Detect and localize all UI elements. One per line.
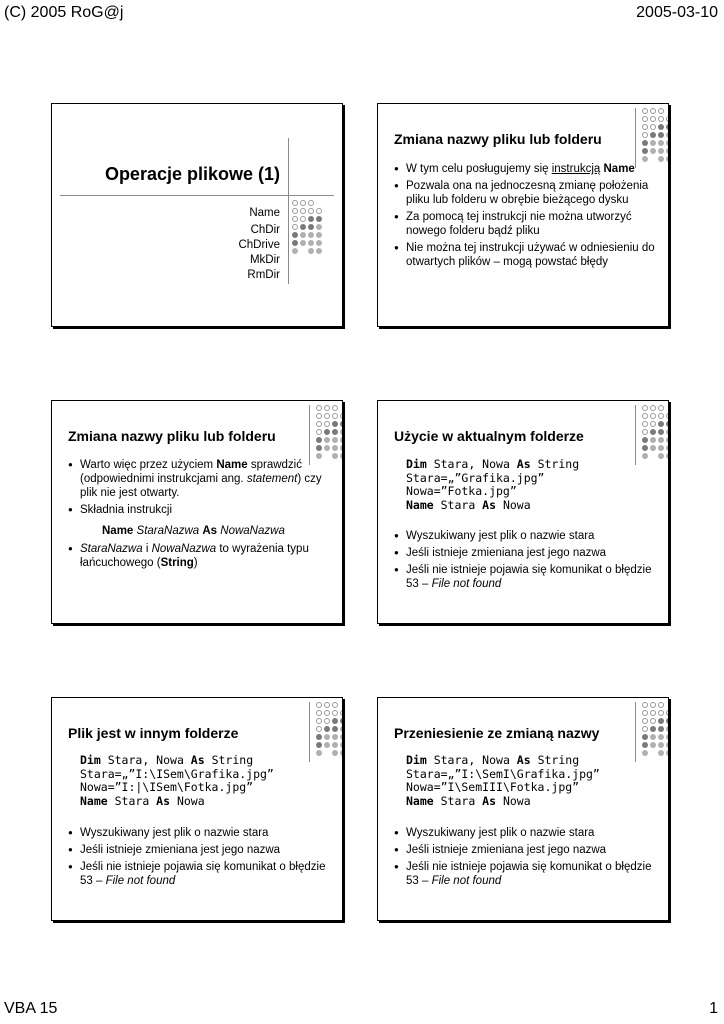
bullet-item bbox=[394, 860, 662, 888]
decor-dot bbox=[650, 734, 656, 740]
slide-accent-vline bbox=[635, 702, 636, 762]
decor-dot bbox=[650, 718, 656, 724]
code-text: Stara=„”I:\ISem\Grafika.jpg” bbox=[80, 766, 274, 781]
decor-dot bbox=[316, 405, 322, 411]
decor-dot bbox=[308, 224, 314, 230]
decor-dot bbox=[642, 750, 648, 756]
code-keyword: Name bbox=[80, 793, 108, 808]
decor-dot bbox=[332, 742, 338, 748]
command-name: Name bbox=[249, 207, 280, 219]
decor-dot bbox=[658, 453, 664, 459]
decor-dot bbox=[642, 710, 648, 716]
decor-dot bbox=[300, 240, 306, 246]
decor-dot bbox=[650, 132, 656, 138]
term-statement: statement bbox=[246, 473, 298, 485]
decor-dot bbox=[642, 108, 648, 114]
bullet-list bbox=[68, 542, 336, 573]
decor-dot bbox=[658, 405, 664, 411]
syntax-param: NowaNazwa bbox=[220, 525, 285, 537]
command-chdrive: ChDrive bbox=[238, 239, 280, 251]
decor-dot bbox=[642, 405, 648, 411]
decor-dot bbox=[324, 445, 330, 451]
decor-dot bbox=[308, 248, 314, 254]
decor-dot bbox=[658, 718, 664, 724]
decor-dot bbox=[300, 224, 306, 230]
decor-dot bbox=[642, 148, 648, 154]
bullet-item: ● Jeśli istnieje zmieniana jest jego nazwa bbox=[394, 843, 662, 857]
bullet-item: ● Za pomocą tej instrukcji nie można utworzyć nowego folderu bądź pliku bbox=[394, 210, 662, 238]
slide-2 bbox=[377, 103, 669, 327]
decor-dot bbox=[650, 108, 656, 114]
bullet-text: to wyrażenia typu łańcuchowego ( bbox=[80, 543, 309, 569]
decor-dot bbox=[308, 240, 314, 246]
decor-dot bbox=[650, 742, 656, 748]
header-left: (C) 2005 RoG@j bbox=[4, 4, 124, 21]
decor-dot bbox=[650, 429, 656, 435]
decor-dot bbox=[642, 413, 648, 419]
decor-dot bbox=[340, 429, 343, 435]
decor-dot bbox=[658, 140, 664, 146]
decor-dot bbox=[666, 140, 669, 146]
decor-dot bbox=[316, 726, 322, 732]
bullet-list bbox=[394, 826, 662, 891]
bullet-item: ● Jeśli istnieje zmieniana jest jego nazwa bbox=[394, 546, 662, 560]
decor-dot bbox=[666, 445, 669, 451]
code-text: Nowa bbox=[496, 497, 531, 512]
bullet-text: Jeśli nie istnieje pojawia się komunikat o błędzie 53 – bbox=[406, 564, 652, 590]
bullet-item: ● Wyszukiwany jest plik o nazwie stara bbox=[394, 529, 662, 543]
decor-dot bbox=[324, 734, 330, 740]
header-right: 2005-03-10 bbox=[636, 4, 718, 21]
decor-dot bbox=[340, 445, 343, 451]
decor-dot bbox=[332, 718, 338, 724]
decor-dot bbox=[324, 718, 330, 724]
decor-dot bbox=[666, 429, 669, 435]
decor-dot bbox=[642, 718, 648, 724]
decor-dot bbox=[316, 240, 322, 246]
decor-dot bbox=[642, 702, 648, 708]
code-text: Stara=„”Grafika.jpg” bbox=[406, 470, 545, 485]
decor-dot bbox=[666, 726, 669, 732]
bullet-item: ● Składnia instrukcji bbox=[68, 503, 336, 517]
code-keyword: As bbox=[190, 753, 205, 767]
decor-dot bbox=[658, 108, 664, 114]
command-chdir: ChDir bbox=[250, 224, 280, 236]
decor-dot bbox=[324, 413, 330, 419]
slide-6 bbox=[377, 697, 669, 921]
decor-dot bbox=[658, 710, 664, 716]
decor-dot bbox=[658, 742, 664, 748]
decor-dot bbox=[658, 116, 664, 122]
decor-dot bbox=[666, 710, 669, 716]
decor-dot bbox=[650, 710, 656, 716]
page-number: 1 bbox=[709, 1000, 718, 1017]
decor-dot bbox=[658, 421, 664, 427]
bullet-item: ● Jeśli istnieje zmieniana jest jego nazwa bbox=[68, 843, 336, 857]
code-text: Stara, Nowa bbox=[426, 753, 517, 767]
decor-dot bbox=[658, 132, 664, 138]
decor-dot bbox=[650, 445, 656, 451]
syntax-param: StaraNazwa bbox=[136, 525, 200, 537]
decor-dot bbox=[300, 216, 306, 222]
bullet-text: ) czy plik nie jest otwarty. bbox=[80, 473, 322, 499]
decor-dot bbox=[642, 421, 648, 427]
decor-dot bbox=[292, 224, 298, 230]
decor-dot bbox=[666, 437, 669, 443]
decor-dot bbox=[300, 208, 306, 214]
decor-dot bbox=[340, 734, 343, 740]
code-text: Stara, Nowa bbox=[426, 457, 517, 471]
bullet-item bbox=[68, 860, 336, 888]
slide-accent-vline bbox=[288, 138, 289, 284]
code-text: Stara bbox=[107, 793, 157, 808]
decor-dot bbox=[650, 702, 656, 708]
decor-dot bbox=[324, 742, 330, 748]
code-text: Nowa=”I\SemIII\Fotka.jpg” bbox=[406, 780, 580, 794]
decor-dot bbox=[324, 726, 330, 732]
code-keyword: Dim bbox=[406, 753, 427, 767]
syntax-line bbox=[80, 525, 285, 537]
decor-dot bbox=[316, 437, 322, 443]
decor-dot bbox=[316, 750, 322, 756]
bullet-item bbox=[68, 542, 336, 570]
bullet-list bbox=[394, 162, 662, 272]
bullet-text: Warto więc przez użyciem bbox=[80, 459, 217, 471]
decor-dot bbox=[650, 116, 656, 122]
code-text: Stara, Nowa bbox=[100, 753, 191, 767]
decor-dot bbox=[340, 710, 343, 716]
decor-dot bbox=[316, 734, 322, 740]
decor-dot bbox=[340, 742, 343, 748]
decor-dot bbox=[666, 734, 669, 740]
error-text: File not found bbox=[105, 875, 176, 887]
decor-dot bbox=[666, 453, 669, 459]
decor-dot bbox=[316, 216, 322, 222]
decor-dot bbox=[642, 140, 648, 146]
decor-dot bbox=[666, 413, 669, 419]
decor-dot bbox=[658, 726, 664, 732]
decor-dot bbox=[324, 437, 330, 443]
code-keyword: As bbox=[482, 497, 497, 512]
bullet-text: ) bbox=[193, 557, 198, 569]
decor-dot bbox=[332, 726, 338, 732]
decor-dot bbox=[658, 445, 664, 451]
decor-dot bbox=[292, 248, 298, 254]
decor-dot bbox=[650, 148, 656, 154]
decor-dot bbox=[658, 437, 664, 443]
code-text: Nowa bbox=[170, 793, 205, 808]
code-keyword: As bbox=[516, 753, 531, 767]
code-text: String bbox=[530, 457, 580, 471]
decor-dot bbox=[316, 445, 322, 451]
bullet-text: Jeśli nie istnieje pojawia się komunikat o błędzie 53 – bbox=[406, 861, 652, 887]
decor-dot bbox=[658, 750, 664, 756]
decor-dot bbox=[316, 429, 322, 435]
syntax-keyword: Name bbox=[102, 525, 134, 537]
slide-accent-vline bbox=[635, 108, 636, 168]
bullet-item: ● Nie można tej instrukcji używać w odniesieniu do otwartych plików – mogą powstać błędy bbox=[394, 241, 662, 269]
slide-title: Zmiana nazwy pliku lub folderu bbox=[394, 131, 602, 147]
command-mkdir: MkDir bbox=[249, 254, 280, 266]
slide-accent-vline bbox=[635, 405, 636, 465]
code-text: Nowa=”Fotka.jpg” bbox=[406, 484, 517, 498]
code-keyword: As bbox=[156, 793, 171, 808]
decor-dot bbox=[658, 429, 664, 435]
decor-dot bbox=[292, 208, 298, 214]
decor-dot bbox=[642, 132, 648, 138]
footer-left: VBA 15 bbox=[4, 1000, 58, 1017]
code-text: Stara bbox=[433, 793, 483, 808]
decor-dot bbox=[666, 148, 669, 154]
decor-dot bbox=[332, 750, 338, 756]
decor-dot bbox=[324, 405, 330, 411]
syntax-keyword: As bbox=[202, 525, 218, 537]
slide-accent-vline bbox=[309, 702, 310, 762]
slide-accent-vline bbox=[309, 405, 310, 465]
code-keyword: Dim bbox=[80, 753, 101, 767]
slide-title: Użycie w aktualnym folderze bbox=[394, 428, 584, 444]
slide-3 bbox=[51, 400, 343, 624]
decor-dot bbox=[658, 702, 664, 708]
decor-dot bbox=[642, 445, 648, 451]
decor-dot bbox=[642, 726, 648, 732]
decor-dot bbox=[300, 200, 306, 206]
bullet-item bbox=[394, 162, 662, 176]
error-text: File not found bbox=[431, 578, 502, 590]
decor-dot bbox=[642, 116, 648, 122]
code-text: Nowa=”I:|\ISem\Fotka.jpg” bbox=[80, 780, 254, 794]
decor-dot bbox=[324, 702, 330, 708]
code-keyword: Name bbox=[406, 793, 434, 808]
decor-dot bbox=[666, 132, 669, 138]
decor-dot bbox=[292, 216, 298, 222]
decor-dot bbox=[340, 726, 343, 732]
decor-dot bbox=[308, 232, 314, 238]
decor-dot bbox=[332, 437, 338, 443]
decor-dot bbox=[666, 124, 669, 130]
decor-dot bbox=[340, 413, 343, 419]
code-keyword: Dim bbox=[406, 457, 427, 471]
decor-dot bbox=[658, 413, 664, 419]
slide-title: Zmiana nazwy pliku lub folderu bbox=[68, 428, 276, 444]
slide-title: Przeniesienie ze zmianą nazwy bbox=[394, 725, 600, 741]
decor-dot bbox=[650, 421, 656, 427]
decor-dot bbox=[658, 734, 664, 740]
code-text: Stara bbox=[433, 497, 483, 512]
decor-dot bbox=[650, 726, 656, 732]
bullet-item: ● Pozwala ona na jednoczesną zmianę położenia pliku lub folderu w obrębie bieżącego dysku bbox=[394, 179, 662, 207]
decor-dot bbox=[340, 437, 343, 443]
code-text: String bbox=[530, 753, 580, 767]
decor-dot bbox=[316, 413, 322, 419]
decor-dot bbox=[340, 750, 343, 756]
decor-dot bbox=[666, 156, 669, 162]
decor-dot bbox=[650, 413, 656, 419]
decor-dot bbox=[650, 405, 656, 411]
slide-5 bbox=[51, 697, 343, 921]
decor-dot bbox=[332, 702, 338, 708]
bullet-item bbox=[394, 563, 662, 591]
bullet-text: Jeśli nie istnieje pojawia się komunikat o błędzie 53 – bbox=[80, 861, 326, 887]
decor-dot bbox=[332, 429, 338, 435]
decor-dot bbox=[292, 200, 298, 206]
bullet-item: ● Wyszukiwany jest plik o nazwie stara bbox=[394, 826, 662, 840]
decor-dot bbox=[316, 702, 322, 708]
decor-dot bbox=[642, 742, 648, 748]
decor-dot bbox=[324, 710, 330, 716]
decor-dot bbox=[666, 116, 669, 122]
code-keyword: Name bbox=[406, 497, 434, 512]
decor-dot bbox=[316, 421, 322, 427]
decor-dot bbox=[658, 148, 664, 154]
code-text: Stara=„”I:\SemI\Grafika.jpg” bbox=[406, 766, 600, 781]
decor-dot bbox=[666, 718, 669, 724]
decor-dot bbox=[308, 216, 314, 222]
bullet-text: i bbox=[142, 543, 152, 555]
bullet-list bbox=[68, 826, 336, 891]
command-rmdir: RmDir bbox=[247, 269, 280, 281]
decor-dot bbox=[340, 453, 343, 459]
decor-dot bbox=[340, 421, 343, 427]
decor-dot bbox=[332, 710, 338, 716]
decor-dot bbox=[316, 208, 322, 214]
code-keyword: As bbox=[482, 793, 497, 808]
decor-dot bbox=[316, 224, 322, 230]
decor-dot bbox=[332, 445, 338, 451]
decor-dot bbox=[300, 232, 306, 238]
decor-dot bbox=[666, 421, 669, 427]
bullet-text: sprawdzić (odpowiednimi instrukcjami ang. bbox=[80, 459, 302, 485]
decor-dot bbox=[332, 421, 338, 427]
decor-dot bbox=[658, 124, 664, 130]
decor-dot bbox=[332, 413, 338, 419]
decor-dot bbox=[308, 200, 314, 206]
bullet-list bbox=[394, 529, 662, 594]
slide-4 bbox=[377, 400, 669, 624]
keyword-name: Name bbox=[216, 459, 248, 471]
decor-dot bbox=[666, 750, 669, 756]
decor-dot bbox=[650, 140, 656, 146]
decor-dot bbox=[292, 232, 298, 238]
decor-dot bbox=[332, 734, 338, 740]
decor-dot bbox=[316, 718, 322, 724]
code-text: Nowa bbox=[496, 793, 531, 808]
bullet-list bbox=[68, 458, 336, 520]
decor-dot bbox=[308, 208, 314, 214]
error-text: File not found bbox=[431, 875, 502, 887]
decor-dot bbox=[642, 429, 648, 435]
decor-dot bbox=[324, 429, 330, 435]
decor-dot bbox=[324, 421, 330, 427]
decor-dot bbox=[642, 734, 648, 740]
command-list bbox=[238, 206, 280, 283]
decor-dot bbox=[340, 718, 343, 724]
decor-dot bbox=[332, 405, 338, 411]
title-rule bbox=[60, 195, 334, 196]
decor-dot bbox=[650, 437, 656, 443]
slide-title: Plik jest w innym folderze bbox=[68, 725, 239, 741]
code-text: String bbox=[204, 753, 254, 767]
slide-1 bbox=[51, 103, 343, 327]
decor-dot bbox=[642, 124, 648, 130]
code-block bbox=[80, 754, 274, 808]
bullet-item bbox=[68, 458, 336, 500]
bullet-link-text: instrukcją bbox=[551, 163, 601, 175]
decor-dot bbox=[666, 742, 669, 748]
decor-dot bbox=[292, 240, 298, 246]
decor-dot bbox=[316, 742, 322, 748]
decor-dot bbox=[316, 710, 322, 716]
code-keyword: As bbox=[516, 457, 531, 471]
decor-dot bbox=[642, 453, 648, 459]
param-text: StaraNazwa bbox=[80, 543, 143, 555]
decor-dot bbox=[642, 437, 648, 443]
decor-dot bbox=[316, 248, 322, 254]
decor-dot bbox=[650, 124, 656, 130]
bullet-item: ● Wyszukiwany jest plik o nazwie stara bbox=[68, 826, 336, 840]
decor-dot bbox=[316, 232, 322, 238]
keyword-string: String bbox=[160, 557, 194, 569]
code-block bbox=[406, 754, 600, 808]
slide-title: Operacje plikowe (1) bbox=[104, 164, 280, 184]
param-text: NowaNazwa bbox=[151, 543, 217, 555]
bullet-text: W tym celu posługujemy się bbox=[406, 163, 552, 175]
code-block bbox=[406, 458, 579, 512]
keyword-name: Name bbox=[603, 163, 635, 175]
